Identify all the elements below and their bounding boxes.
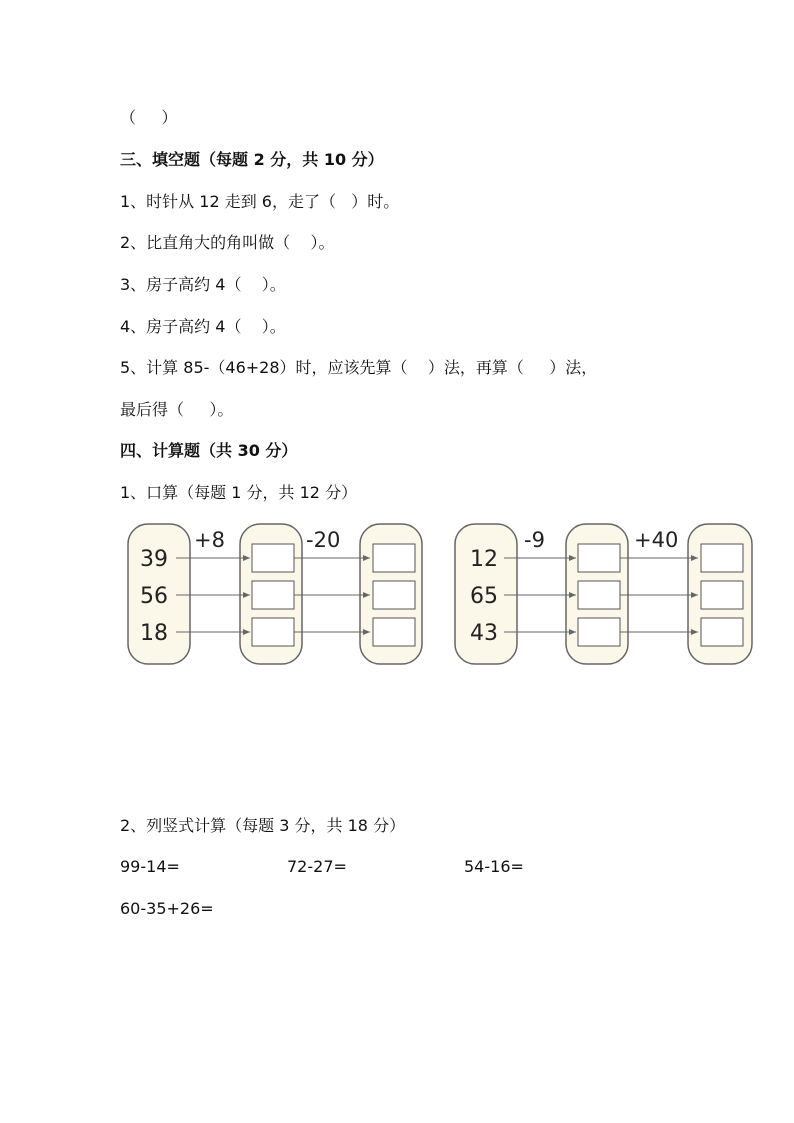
operation-label: -20 — [306, 528, 341, 552]
vertical-calc-subheading: 2、列竖式计算（每题 3 分，共 18 分） — [120, 816, 406, 835]
start-number: 65 — [470, 584, 498, 609]
answer-box[interactable] — [373, 581, 415, 609]
mental-math-diagrams — [120, 520, 760, 674]
answer-box[interactable] — [252, 581, 294, 609]
fill-question-4: 4、房子高约 4（ ）。 — [120, 317, 286, 336]
answer-box[interactable] — [252, 544, 294, 572]
start-number: 56 — [140, 584, 168, 609]
start-number: 39 — [140, 547, 168, 572]
operation-label: -9 — [524, 528, 545, 552]
fill-question-1: 1、时针从 12 走到 6，走了（ ）时。 — [120, 192, 400, 211]
answer-box[interactable] — [701, 618, 743, 646]
fill-question-5-continued: 最后得（ ）。 — [120, 400, 234, 419]
calc-problem: 99-14= — [120, 857, 180, 876]
calc-problem: 54-16= — [464, 857, 524, 876]
answer-box[interactable] — [701, 544, 743, 572]
operation-label: +40 — [634, 528, 679, 552]
answer-box[interactable] — [701, 581, 743, 609]
answer-box[interactable] — [578, 544, 620, 572]
operation-label: +8 — [194, 528, 225, 552]
fill-question-3: 3、房子高约 4（ ）。 — [120, 275, 286, 294]
answer-box[interactable] — [373, 544, 415, 572]
start-number: 18 — [140, 621, 168, 646]
fill-question-2: 2、比直角大的角叫做（ ）。 — [120, 233, 335, 252]
answer-box[interactable] — [252, 618, 294, 646]
section-3-heading: 三、填空题（每题 2 分，共 10 分） — [120, 150, 384, 169]
start-number: 43 — [470, 621, 498, 646]
chain-diagram-2 — [455, 524, 752, 664]
calc-problem: 72-27= — [287, 857, 347, 876]
answer-box[interactable] — [578, 618, 620, 646]
calc-problem: 60-35+26= — [120, 899, 214, 918]
answer-box[interactable] — [578, 581, 620, 609]
chain-diagram-1 — [128, 524, 422, 664]
answer-parentheses: （ ） — [120, 108, 178, 127]
mental-math-subheading: 1、口算（每题 1 分，共 12 分） — [120, 483, 358, 502]
section-4-heading: 四、计算题（共 30 分） — [120, 441, 298, 460]
answer-box[interactable] — [373, 618, 415, 646]
start-number: 12 — [470, 547, 498, 572]
fill-question-5: 5、计算 85-（46+28）时，应该先算（ ）法，再算（ ）法， — [120, 358, 598, 377]
